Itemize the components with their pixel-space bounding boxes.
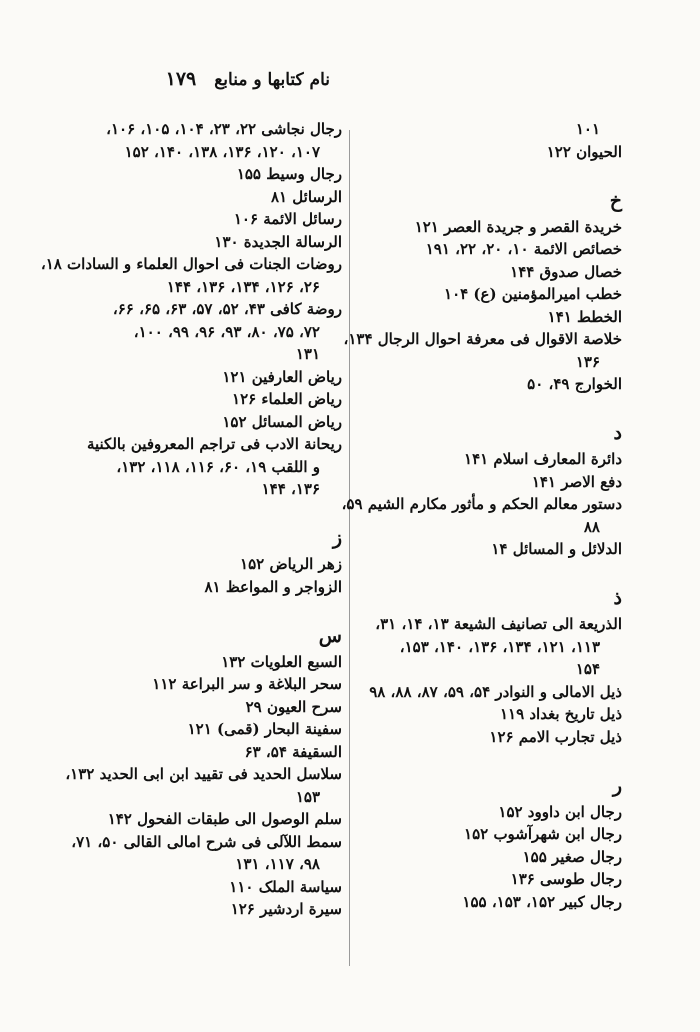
index-entry: سلم الوصول الی طبقات الفحول ۱۴۲: [107, 810, 342, 828]
index-entry-continuation: ۹۸، ۱۱۷، ۱۳۱: [235, 855, 320, 873]
index-entry: رجال نجاشی ۲۲، ۲۳، ۱۰۴، ۱۰۵، ۱۰۶،: [106, 120, 342, 138]
index-entry: السبع العلویات ۱۳۲: [221, 652, 342, 671]
section-letter-heading: د: [613, 422, 622, 444]
index-entry: رجال ابن شهرآشوب ۱۵۲: [464, 825, 622, 843]
index-entry: الذریعة الی تصانیف الشیعة ۱۳، ۱۴، ۳۱،: [375, 615, 622, 633]
index-entry: رجال وسیط ۱۵۵: [236, 165, 342, 183]
index-entry: الرسالة الجدیدة ۱۳۰: [214, 232, 342, 251]
section-letter-heading: ر: [612, 774, 622, 797]
index-entry: روضات الجنات فی احوال العلماء و السادات ۱۸،: [40, 255, 342, 273]
index-entry-continuation: ۱۵۳: [295, 787, 320, 806]
index-entry-continuation: و اللقب ۱۹، ۶۰، ۱۱۶، ۱۱۸، ۱۳۲،: [116, 457, 320, 476]
index-entry: الدلائل و المسائل ۱۴: [491, 540, 622, 558]
section-spacer: [360, 561, 622, 584]
index-entry: سحر البلاغة و سر البراعة ۱۱۲: [152, 675, 342, 693]
index-entry-continuation: ۱۵۴: [575, 660, 600, 678]
index-entry: خصائص الائمة ۱۰، ۲۰، ۲۲، ۱۹۱: [425, 240, 622, 258]
index-entry: رسائل الائمة ۱۰۶: [233, 210, 342, 228]
index-entry-continuation: ۸۸: [583, 517, 600, 536]
index-entry-continuation: ۱۳۶: [575, 352, 600, 371]
index-entry: السقیفة ۵۴، ۶۳: [244, 742, 342, 761]
index-entry: دستور معالم الحکم و مأثور مکارم الشیم ۵۹،: [341, 495, 622, 513]
index-entry: ذیل تاریخ بغداد ۱۱۹: [499, 705, 622, 723]
page-header: [70, 68, 330, 90]
page-title: نام کتابها و منابع: [214, 70, 330, 90]
index-entry-continuation: ۱۳۶، ۱۴۴: [261, 480, 320, 498]
index-entry: رجال صغیر ۱۵۵: [522, 847, 622, 866]
index-column-left: [40, 118, 342, 921]
index-column-right: [341, 118, 622, 913]
index-entry: الخطط ۱۴۱: [547, 307, 622, 326]
column-divider: [349, 130, 350, 966]
index-entry: سرح العیون ۲۹: [245, 697, 342, 716]
index-entry-continuation: ۱۳۱: [295, 345, 320, 363]
section-spacer: [360, 748, 622, 771]
page-number: ۱۷۹: [165, 68, 197, 90]
index-entry: سمط اللآلی فی شرح امالی القالی ۵۰، ۷۱،: [71, 832, 342, 851]
section-letter-heading: ز: [332, 527, 342, 549]
section-spacer: [70, 501, 342, 524]
index-entry: دائرة المعارف اسلام ۱۴۱: [464, 450, 622, 468]
index-entry: رجال کبیر ۱۵۲، ۱۵۳، ۱۵۵: [462, 892, 622, 911]
index-entry: ذیل تجارب الامم ۱۲۶: [489, 727, 622, 746]
index-entry-continuation: ۷۲، ۷۵، ۸۰، ۹۳، ۹۶، ۹۹، ۱۰۰،: [133, 322, 320, 341]
index-entry-continuation: ۱۰۷، ۱۲۰، ۱۳۶، ۱۳۸، ۱۴۰، ۱۵۲: [124, 142, 320, 161]
index-entry: سلاسل الحدید فی تقیید ابن ابی الحدید ۱۳۲،: [65, 765, 342, 783]
index-entry: زهر الریاض ۱۵۲: [240, 555, 342, 573]
section-letter-heading: س: [318, 624, 342, 647]
index-entry: الخوارج ۴۹، ۵۰: [527, 375, 622, 393]
index-entry: الحیوان ۱۲۲: [546, 142, 622, 161]
index-entry: سیاسة الملک ۱۱۰: [229, 877, 342, 896]
section-letter-heading: ذ: [613, 587, 622, 609]
index-entry: رجال طوسی ۱۳۶: [510, 870, 622, 888]
section-spacer: [70, 598, 342, 621]
index-entry: الرسائل ۸۱: [270, 187, 342, 206]
index-entry: خریدة القصر و جریدة العصر ۱۲۱: [414, 217, 622, 236]
index-entry: ریاض المسائل ۱۵۲: [222, 412, 342, 431]
index-entry: ریاض العلماء ۱۲۶: [232, 390, 342, 408]
index-entry-continuation: ۱۰۱: [575, 120, 600, 138]
index-entry: خصال صدوق ۱۴۴: [510, 262, 622, 281]
index-entry-continuation: ۱۱۳، ۱۲۱، ۱۳۴، ۱۳۶، ۱۴۰، ۱۵۳،: [399, 637, 600, 656]
index-entry: روضة کافی ۴۳، ۵۲، ۵۷، ۶۳، ۶۵، ۶۶،: [112, 300, 342, 318]
index-entry: ریاض العارفین ۱۲۱: [222, 367, 342, 386]
index-entry: دفع الاصر ۱۴۱: [531, 472, 622, 491]
index-entry: رجال ابن داوود ۱۵۲: [498, 802, 622, 821]
index-entry: سفینة البحار (قمی) ۱۲۱: [187, 720, 342, 738]
index-entry: سیرة اردشیر ۱۲۶: [230, 900, 342, 918]
index-entry: خلاصة الاقوال فی معرفة احوال الرجال ۱۳۴،: [343, 330, 622, 348]
section-spacer: [360, 396, 622, 419]
index-entry: الزواجر و المواعظ ۸۱: [204, 577, 342, 596]
section-spacer: [360, 163, 622, 186]
index-entry-continuation: ۲۶، ۱۲۶، ۱۳۴، ۱۳۶، ۱۴۴: [166, 277, 320, 296]
index-entry: خطب امیرالمؤمنین (ع) ۱۰۴: [444, 285, 622, 303]
section-letter-heading: خ: [609, 189, 622, 212]
index-entry: ریحانة الادب فی تراجم المعروفین بالکنیة: [86, 435, 342, 453]
index-entry: ذیل الامالی و النوادر ۵۴، ۵۹، ۸۷، ۸۸، ۹۸: [369, 682, 622, 701]
